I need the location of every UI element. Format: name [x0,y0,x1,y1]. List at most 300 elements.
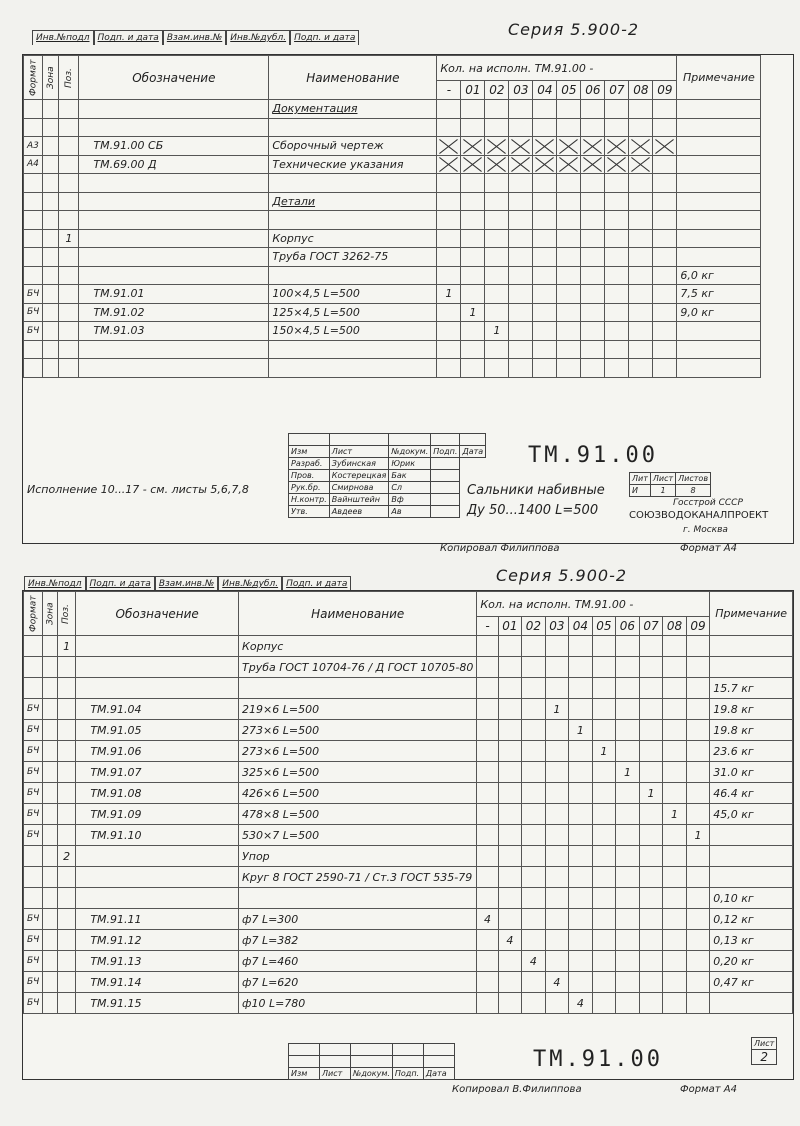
quantity-cell [616,678,640,699]
variant-column-header: 06 [616,617,640,636]
table-row [24,657,793,678]
quantity-cell [437,229,461,248]
quantity-cell [477,825,498,846]
quantity-cell [605,285,629,304]
quantity-cell [639,888,663,909]
stamp-cell [289,434,330,446]
zone-cell [43,783,58,804]
table-row [24,340,761,359]
quantity-cell [509,174,533,193]
name-cell: Детали [269,192,437,211]
quantity-cell [522,783,546,804]
quantity-cell [522,678,546,699]
quantity-cell [485,174,509,193]
table-row [24,100,761,119]
sheet-number-block [751,1037,777,1065]
quantity-cell [509,266,533,285]
quantity-cell [592,972,616,993]
quantity-cell [639,993,663,1014]
quantity-cell [653,285,677,304]
quantity-cell [522,804,546,825]
quantity-cell [533,248,557,267]
quantity-cell [629,359,653,378]
stamp-row [289,470,486,482]
quantity-cell [686,720,710,741]
quantity-cell [639,762,663,783]
name-cell: 219×6 L=500 [239,699,477,720]
zone-header: Зона [43,56,59,100]
quantity-cell [509,118,533,137]
position-cell [59,192,79,211]
quantity-cell [477,846,498,867]
quantity-cell [509,303,533,322]
quantity-cell [498,699,522,720]
table-row [24,266,761,285]
zone-cell [43,229,59,248]
designation-cell [79,100,269,119]
quantity-cell [616,993,640,1014]
quantity-cell [605,100,629,119]
applicable-mark [485,137,509,156]
quantity-cell [592,657,616,678]
variant-column-header: 07 [639,617,663,636]
quantity-cell [522,720,546,741]
quantity-cell [522,636,546,657]
quantity-cell [605,174,629,193]
list-value: 1 [650,485,675,497]
quantity-cell [461,359,485,378]
stamp-cell [423,1044,454,1056]
quantity-cell [686,930,710,951]
quantity-cell [437,211,461,230]
quantity-cell [557,266,581,285]
note-cell [710,993,793,1014]
quantity-cell [569,972,593,993]
quantity-cell [663,657,687,678]
quantity-cell [686,804,710,825]
quantity-cell [616,825,640,846]
name-cell [269,340,437,359]
quantity-cell [653,155,677,174]
zone-cell [43,930,58,951]
quantity-cell [437,248,461,267]
zone-cell [43,909,58,930]
stamp-cell [431,494,460,506]
quantity-cell [557,118,581,137]
quantity-cell [477,678,498,699]
note-cell: 15.7 кг [710,678,793,699]
quantity-cell [581,359,605,378]
quantity-cell [522,888,546,909]
position-cell [57,993,75,1014]
quantity-cell [605,359,629,378]
zone-cell [43,359,59,378]
note-header: Примечание [710,592,793,636]
quantity-cell [533,229,557,248]
list-header: Лист [650,473,675,485]
quantity-cell [663,741,687,762]
quantity-cell [545,657,569,678]
quantity-cell [485,118,509,137]
quantity-cell [569,783,593,804]
quantity-cell [581,340,605,359]
name-cell: Технические указания [269,155,437,174]
org-city: г. Москва [683,525,728,535]
note-cell [677,248,761,267]
stamp-cell: Костерецкая [329,470,389,482]
note-cell: 9,0 кг [677,303,761,322]
note-cell [710,825,793,846]
name-header: Наименование [269,56,437,100]
quantity-cell: 1 [663,804,687,825]
variant-column-header: 05 [592,617,616,636]
listov-header: Листов [676,473,711,485]
stamp-cell [351,1056,393,1068]
quantity-cell [557,248,581,267]
note-cell [710,846,793,867]
designation-cell [79,118,269,137]
quantity-cell [533,285,557,304]
quantity-cell [592,867,616,888]
signature: Вф [389,494,431,506]
quantity-cell [509,340,533,359]
designation-cell: ТМ.91.01 [79,285,269,304]
quantity-cell: 4 [498,930,522,951]
quantity-cell [629,211,653,230]
format-cell [24,359,43,378]
applicable-mark [581,155,605,174]
document-title [467,481,605,521]
name-cell: Корпус [269,229,437,248]
note-cell: 19.8 кг [710,699,793,720]
quantity-cell [653,303,677,322]
position-cell [59,100,79,119]
position-cell [57,699,75,720]
designation-cell [79,266,269,285]
quantity-cell [686,636,710,657]
quantity-cell [437,192,461,211]
note-cell [677,155,761,174]
zone-cell [43,100,59,119]
note-cell: 45,0 кг [710,804,793,825]
table-row [24,636,793,657]
quantity-cell [498,846,522,867]
quantity-cell [437,303,461,322]
quantity-cell [629,322,653,341]
position-cell [57,867,75,888]
applicable-mark [485,155,509,174]
designation-cell [79,248,269,267]
quantity-cell [522,762,546,783]
zone-cell [43,322,59,341]
quantity-cell [592,951,616,972]
applicable-mark [461,155,485,174]
quantity-cell [477,762,498,783]
quantity-cell [477,699,498,720]
quantity-cell [629,266,653,285]
quantity-cell [509,192,533,211]
position-cell [59,155,79,174]
position-cell [59,118,79,137]
lit-value: И [630,485,651,497]
strip-cell: Подп. и дата [290,30,359,45]
quantity-cell [461,192,485,211]
position-cell [57,972,75,993]
name-cell [269,174,437,193]
quantity-cell [592,762,616,783]
quantity-cell [545,846,569,867]
quantity-cell [477,930,498,951]
quantity-cell [581,229,605,248]
quantity-cell [663,867,687,888]
quantity-cell [461,118,485,137]
note-cell: 0,20 кг [710,951,793,972]
table-row [24,804,793,825]
stamp-cell [289,1056,320,1068]
quantity-cell [569,636,593,657]
position-cell: 2 [57,846,75,867]
zone-cell [43,137,59,156]
stamp-cell: Разраб. [289,458,330,470]
strip-cell: Подп. и дата [282,576,351,591]
quantity-cell [569,846,593,867]
quantity-cell [629,340,653,359]
quantity-cell [592,678,616,699]
quantity-cell [616,909,640,930]
quantity-cell [686,993,710,1014]
quantity-cell [663,699,687,720]
note-cell [710,636,793,657]
note-header: Примечание [677,56,761,100]
quantity-cell [498,636,522,657]
stamp-header-cell: Изм [289,446,330,458]
quantity-cell [569,909,593,930]
position-cell: 1 [59,229,79,248]
execution-note: Исполнение 10...17 - см. листы 5,6,7,8 [27,483,249,496]
position-cell [59,359,79,378]
table-row [24,972,793,993]
zone-cell [43,699,58,720]
org-name: СОЮЗВОДОКАНАЛПРОЕКТ [629,510,769,521]
quantity-cell: 1 [639,783,663,804]
table-row [24,248,761,267]
strip-cell: Взам.инв.№ [163,30,226,45]
quantity-cell [653,174,677,193]
position-cell [57,909,75,930]
format-cell: БЧ [24,783,43,804]
designation-cell [79,211,269,230]
designation-cell: ТМ.69.00 Д [79,155,269,174]
quantity-cell [653,359,677,378]
quantity-cell [616,657,640,678]
stamp-row [289,434,486,446]
quantity-cell [545,867,569,888]
quantity-cell [533,100,557,119]
variant-column-header: - [477,617,498,636]
quantity-cell: 1 [686,825,710,846]
quantity-cell [477,867,498,888]
quantity-cell [545,720,569,741]
designation-cell: ТМ.91.09 [76,804,239,825]
table-row [24,762,793,783]
quantity-cell [605,192,629,211]
pos-header: Поз. [57,592,75,636]
format-cell [24,678,43,699]
stamp-block-sheet2 [288,1043,455,1080]
quantity-cell [581,174,605,193]
table-row [24,174,761,193]
quantity-cell [498,993,522,1014]
zone-cell [43,303,59,322]
quantity-cell [629,174,653,193]
stamp-header-cell: №докум. [389,446,431,458]
quantity-cell [545,909,569,930]
quantity-cell [663,678,687,699]
quantity-cell [437,322,461,341]
quantity-cell [569,888,593,909]
name-cell: 273×6 L=500 [239,741,477,762]
note-cell [677,359,761,378]
quantity-cell [461,174,485,193]
position-cell [57,930,75,951]
stamp-header-cell: Подп. [431,446,460,458]
quantity-cell: 1 [592,741,616,762]
quantity-cell [437,118,461,137]
spec-table-sheet1 [23,55,761,378]
stamp-cell [431,506,460,518]
table-row [24,930,793,951]
quantity-cell [639,657,663,678]
quantity-cell [653,118,677,137]
quantity-cell [557,322,581,341]
quantity-cell [522,699,546,720]
quantity-cell [686,678,710,699]
stamp-row [289,1044,455,1056]
position-cell [59,211,79,230]
copied-by-sheet1: Копировал Филиппова [440,543,560,554]
quantity-cell [545,804,569,825]
name-cell: 273×6 L=500 [239,720,477,741]
quantity-cell [663,846,687,867]
stamp-cell: Пров. [289,470,330,482]
quantity-cell [461,100,485,119]
quantity-cell [639,930,663,951]
copied-by-sheet2: Копировал В.Филиппова [452,1084,582,1095]
name-cell: ф7 L=382 [239,930,477,951]
note-cell [677,137,761,156]
quantity-cell [592,909,616,930]
zone-cell [43,192,59,211]
quantity-cell [592,993,616,1014]
stamp-cell [289,1044,320,1056]
org-ministry: Госстрой СССР [673,498,743,508]
name-cell: 100×4,5 L=500 [269,285,437,304]
stamp-cell: Рук.бр. [289,482,330,494]
applicable-mark [437,155,461,174]
format-cell: БЧ [24,930,43,951]
stamp-header-cell: Лист [320,1068,351,1080]
format-cell: БЧ [24,951,43,972]
quantity-cell [498,762,522,783]
quantity-cell [557,303,581,322]
variant-column-header: 04 [533,81,557,100]
table-row [24,285,761,304]
quantity-cell [437,359,461,378]
position-cell [57,678,75,699]
applicable-mark [653,137,677,156]
table-row [24,192,761,211]
variant-column-header: 01 [461,81,485,100]
specification-sheet-1 [22,54,794,544]
note-cell [677,174,761,193]
designation-cell: ТМ.91.07 [76,762,239,783]
format-cell [24,340,43,359]
quantity-cell [437,174,461,193]
applicable-mark [557,137,581,156]
position-cell [57,888,75,909]
signature: Сл [389,482,431,494]
quantity-cell: 1 [485,322,509,341]
designation-cell: ТМ.91.15 [76,993,239,1014]
table-row [24,993,793,1014]
position-cell [59,266,79,285]
format-cell: БЧ [24,909,43,930]
quantity-cell [509,229,533,248]
quantity-cell [686,951,710,972]
signature: Юрик [389,458,431,470]
quantity-cell [605,118,629,137]
zone-cell [43,762,58,783]
name-cell: Корпус [239,636,477,657]
variant-column-header: 02 [485,81,509,100]
format-cell: БЧ [24,285,43,304]
stamp-cell [431,434,460,446]
stamp-cell: Утв. [289,506,330,518]
variant-column-header: 01 [498,617,522,636]
stamp-header-cell: Изм [289,1068,320,1080]
zone-cell [43,720,58,741]
quantity-cell [437,340,461,359]
zone-cell [43,741,58,762]
stamp-header-cell: Дата [423,1068,454,1080]
quantity-cell [569,825,593,846]
quantity-cell [545,951,569,972]
lit-header: Лит [630,473,651,485]
applicable-mark [605,155,629,174]
quantity-cell [569,762,593,783]
quantity-cell [686,909,710,930]
zone-cell [43,266,59,285]
name-cell [269,266,437,285]
designation-cell [76,678,239,699]
quantity-cell [522,972,546,993]
quantity-cell [569,657,593,678]
table-row [24,825,793,846]
quantity-cell: 1 [545,699,569,720]
quantity-cell [437,100,461,119]
quantity-cell [533,266,557,285]
quantity-cell [592,783,616,804]
name-cell [239,888,477,909]
quantity-cell [545,993,569,1014]
quantity-cell [509,100,533,119]
quantity-cell [557,285,581,304]
variant-column-header: 09 [686,617,710,636]
zone-cell [43,804,58,825]
designation-cell [79,359,269,378]
name-cell: ф7 L=300 [239,909,477,930]
quantity-cell [569,804,593,825]
